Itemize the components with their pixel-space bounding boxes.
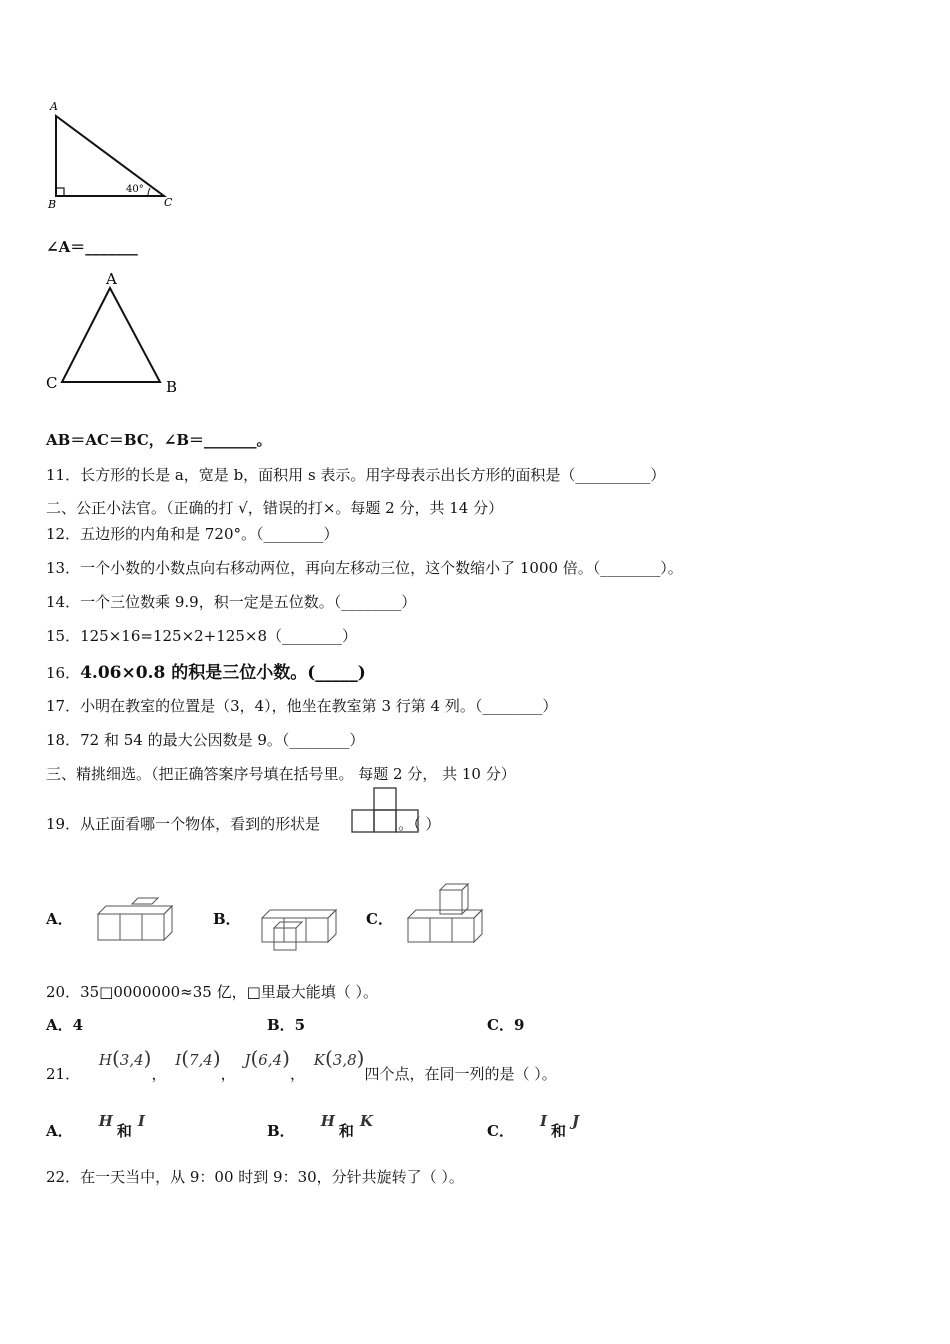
question-12: 12．五边形的内角和是 720°。（________） bbox=[46, 525, 339, 543]
question-16 bbox=[46, 658, 366, 683]
question-18: 18．72 和 54 的最大公因数是 9。（________） bbox=[46, 731, 365, 749]
section-2-heading: 二、公正小法官。（正确的打 √，错误的打×。每题 2 分，共 14 分） bbox=[46, 499, 504, 517]
vertex-b-label: B bbox=[48, 198, 57, 211]
question-16-number: 16． bbox=[46, 664, 81, 682]
right-triangle-figure bbox=[40, 98, 190, 213]
point-k: K(3,8) bbox=[313, 1046, 365, 1070]
q21-option-a[interactable]: A．H和I bbox=[46, 1112, 145, 1140]
question-19-tail: 。（ ） bbox=[398, 815, 441, 833]
q19-option-c-label[interactable]: C． bbox=[366, 910, 393, 928]
point-j: J(6,4) bbox=[244, 1046, 290, 1070]
point-separator: ， bbox=[289, 1065, 305, 1083]
angle-c-label: 40° bbox=[126, 184, 144, 195]
q20-option-c[interactable]: C．9 bbox=[487, 1016, 525, 1034]
question-14: 14．一个三位数乘 9.9，积一定是五位数。（________） bbox=[46, 593, 417, 611]
section-3-heading: 三、精挑细选。（把正确答案序号填在括号里。 每题 2 分， 共 10 分） bbox=[46, 765, 516, 783]
vertex-b-label: B bbox=[166, 378, 178, 396]
question-21-number: 21． bbox=[46, 1065, 81, 1083]
question-15: 15．125×16=125×2+125×8（________） bbox=[46, 627, 357, 645]
question-20: 20．35□0000000≈35 亿，□里最大能填（ ）。 bbox=[46, 983, 379, 1001]
point-separator: ， bbox=[151, 1065, 167, 1083]
vertex-a-label: A bbox=[106, 270, 117, 288]
q20-option-a[interactable]: A．4 bbox=[46, 1016, 84, 1034]
point-h: H(3,4) bbox=[98, 1046, 152, 1070]
question-21 bbox=[46, 1046, 557, 1090]
question-angle-b: AB＝AC＝BC，∠B＝_______。 bbox=[46, 431, 272, 449]
question-21-tail: 四个点，在同一列的是（ ）。 bbox=[364, 1065, 557, 1083]
q19-option-b-figure bbox=[254, 900, 344, 958]
question-16-text: 4.06×0.8 的积是三位小数。(_____) bbox=[80, 663, 366, 683]
point-separator: ， bbox=[220, 1065, 236, 1083]
question-13: 13．一个小数的小数点向右移动两位，再向左移动三位，这个数缩小了 1000 倍。（________）。 bbox=[46, 559, 683, 577]
q19-option-a-label[interactable]: A． bbox=[46, 910, 73, 928]
q20-option-b[interactable]: B．5 bbox=[267, 1016, 306, 1034]
q19-option-a-figure bbox=[92, 896, 182, 946]
vertex-c-label: C bbox=[46, 374, 58, 392]
front-view-shape bbox=[348, 786, 424, 836]
question-19-text: 19．从正面看哪一个物体，看到的形状是 bbox=[46, 815, 321, 833]
question-angle-a: ∠A＝_______ bbox=[46, 238, 138, 256]
equilateral-triangle-figure bbox=[40, 268, 190, 398]
question-11: 11．长方形的长是 a，宽是 b，面积用 s 表示。用字母表示出长方形的面积是（__________） bbox=[46, 466, 666, 484]
q21-option-b[interactable]: B．H和K bbox=[267, 1112, 373, 1140]
question-17: 17．小明在教室的位置是（3，4），他坐在教室第 3 行第 4 列。（________） bbox=[46, 697, 558, 715]
q19-option-b-label[interactable]: B． bbox=[213, 910, 241, 928]
q19-option-c-figure bbox=[402, 880, 492, 946]
q21-option-c[interactable]: C．I和J bbox=[487, 1112, 580, 1140]
vertex-a-label: A bbox=[50, 100, 58, 113]
point-i: I(7,4) bbox=[175, 1046, 221, 1070]
question-22: 22．在一天当中，从 9：00 时到 9：30，分针共旋转了（ ）。 bbox=[46, 1168, 464, 1186]
vertex-c-label: C bbox=[164, 196, 173, 209]
